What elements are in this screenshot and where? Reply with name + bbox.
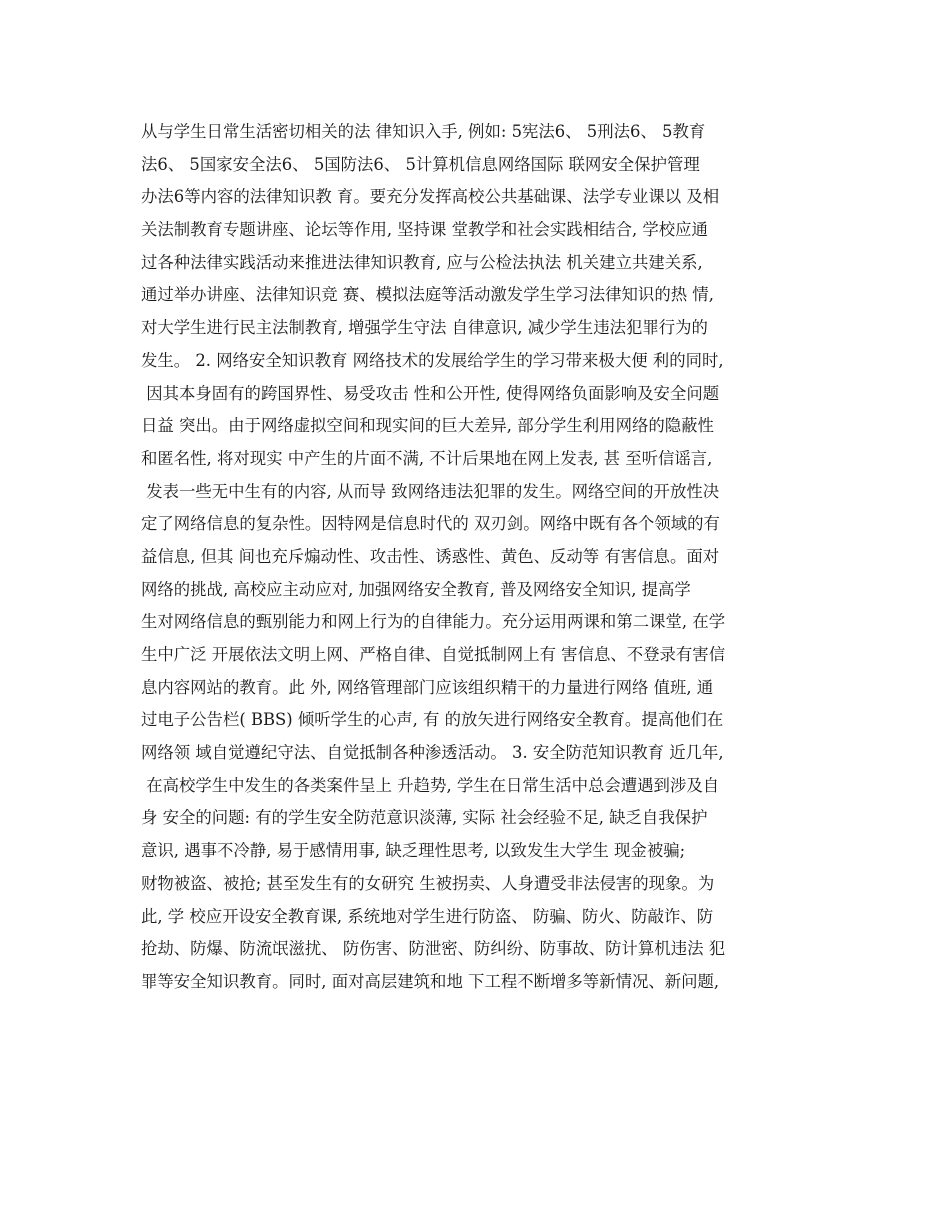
text-line: 生中广泛 开展依法文明上网、严格自律、自觉抵制网上有 害信息、不登录有害信 <box>141 645 726 664</box>
text-line: 此, 学 校应开设安全教育课, 系统地对学生进行防盗、 防骗、防火、防敲诈、防 <box>141 906 714 926</box>
text-line: 定了网络信息的复杂性。因特网是信息时代的 双刃剑。网络中既有各个领域的有 <box>141 514 720 534</box>
text-line: 发生。 2. 网络安全知识教育 网络技术的发展给学生的学习带来极大便 利的同时, <box>141 350 724 370</box>
text-line: 息内容网站的教育。此 外, 网络管理部门应该组织精干的力量进行网络 值班, 通 <box>141 677 714 697</box>
text-line: 对大学生进行民主法制教育, 增强学生守法 自律意识, 减少学生违法犯罪行为的 <box>141 318 708 338</box>
text-line: 日益 突出。由于网络虚拟空间和现实间的巨大差异, 部分学生利用网络的隐蔽性 <box>141 416 714 436</box>
text-line: 过各种法律实践活动来推进法律知识教育, 应与公检法执法 机关建立共建关系, <box>141 252 703 272</box>
text-line: 罪等安全知识教育。同时, 面对高层建筑和地 下工程不断增多等新情况、新问题, <box>141 971 720 991</box>
text-line: 办法6等内容的法律知识教 育。要充分发挥高校公共基础课、法学专业课以 及相 <box>141 187 720 207</box>
text-line: 生对网络信息的甄别能力和网上行为的自律能力。充分运用两课和第二课堂, 在学 <box>141 612 726 632</box>
body-text <box>141 116 821 999</box>
text-line: 和匿名性, 将对现实 中产生的片面不满, 不计后果地在网上发表, 甚 至听信谣言, <box>141 448 713 468</box>
text-line: 发表一些无中生有的内容, 从而导 致网络违法犯罪的发生。网络空间的开放性决 <box>141 481 720 501</box>
text-line: 意识, 遇事不冷静, 易于感情用事, 缺乏理性思考, 以致发生大学生 现金被骗; <box>141 841 686 861</box>
text-line: 身 安全的问题: 有的学生安全防范意识淡薄, 实际 社会经验不足, 缺乏自我保护 <box>141 808 708 828</box>
text-line: 通过举办讲座、法律知识竞 赛、模拟法庭等活动激发学生学习法律知识的热 情, <box>141 285 714 305</box>
text-line: 网络的挑战, 高校应主动应对, 加强网络安全教育, 普及网络安全知识, 提高学 <box>141 579 691 599</box>
text-line: 网络领 域自觉遵纪守法、自觉抵制各种渗透活动。 3. 安全防范知识教育 近几年, <box>141 743 724 763</box>
text-line: 关法制教育专题讲座、论坛等作用, 坚持课 堂教学和社会实践相结合, 学校应通 <box>141 220 708 240</box>
text-line: 法6、 5国家安全法6、 5国防法6、 5计算机信息网络国际 联网安全保护管理 <box>141 154 700 174</box>
text-line: 过电子公告栏( BBS) 倾听学生的心声, 有 的放矢进行网络安全教育。提高他们在 <box>141 710 724 730</box>
text-line: 抢劫、防爆、防流氓滋扰、 防伤害、防泄密、防纠纷、防事故、防计算机违法 犯 <box>141 939 726 959</box>
text-line: 益信息, 但其 间也充斥煽动性、攻击性、诱惑性、黄色、反动等 有害信息。面对 <box>141 546 720 566</box>
text-line: 从与学生日常生活密切相关的法 律知识入手, 例如: 5宪法6、 5刑法6、 5教育 <box>141 122 706 141</box>
text-line: 因其本身固有的跨国界性、易受攻击 性和公开性, 使得网络负面影响及安全问题 <box>141 383 720 403</box>
text-line: 财物被盗、被抢; 甚至发生有的女研究 生被拐卖、人身遭受非法侵害的现象。为 <box>141 873 715 893</box>
text-line: 在高校学生中发生的各类案件呈上 升趋势, 学生在日常生活中总会遭遇到涉及自 <box>141 775 720 795</box>
